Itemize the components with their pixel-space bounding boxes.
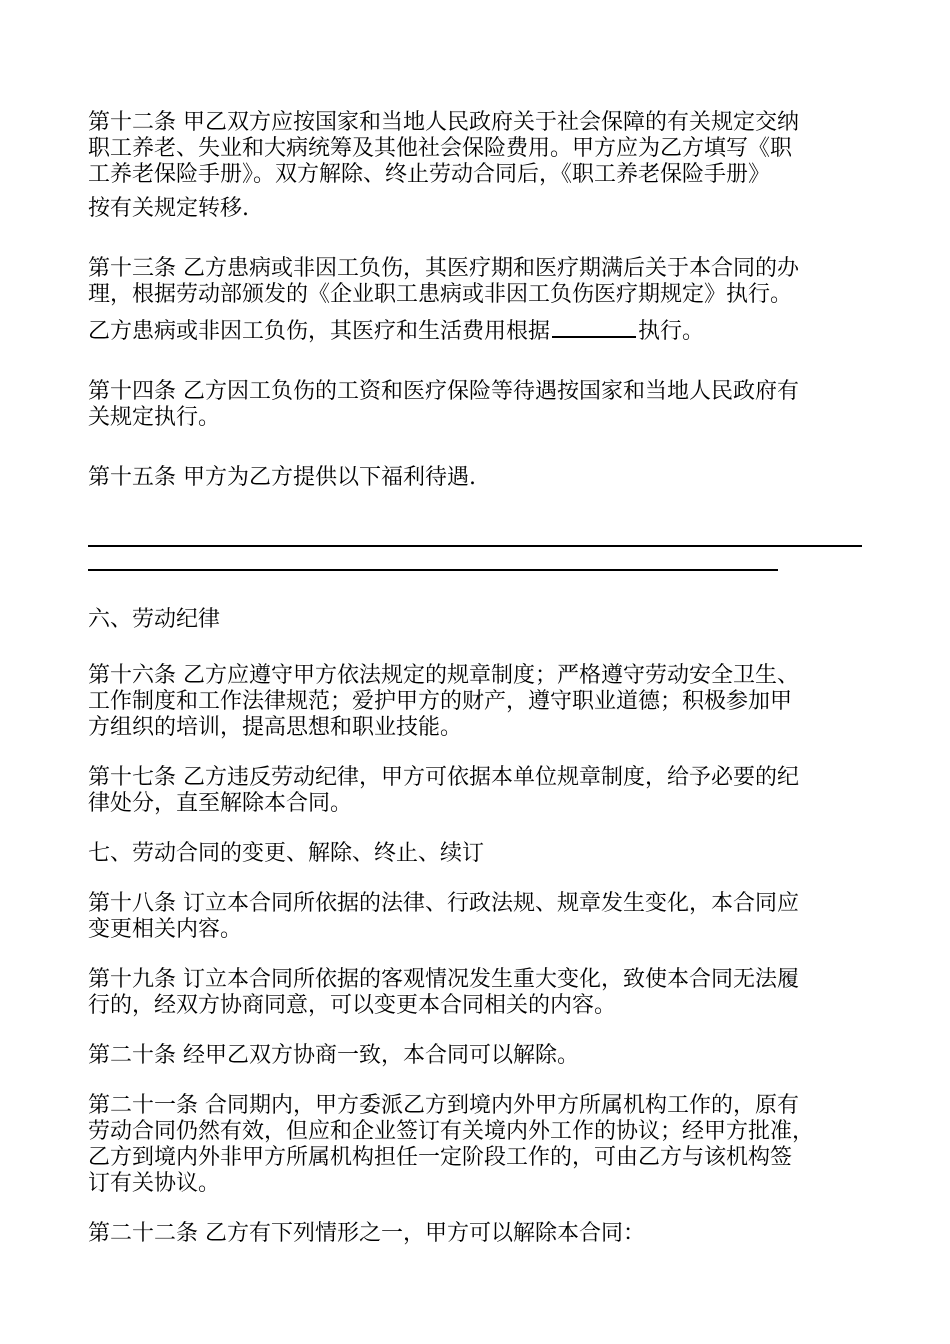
article-17: [88, 765, 866, 817]
article-12: [88, 110, 866, 222]
article-17-line-1: 第十七条 乙方违反劳动纪律，甲方可依据本单位规章制度，给予必要的纪: [88, 765, 799, 790]
article-13-line-1: 第十三条 乙方患病或非因工负伤，其医疗期和医疗期满后关于本合同的办: [88, 256, 799, 281]
article-16: [88, 663, 866, 741]
article-18: [88, 891, 866, 943]
article-12-line-1: 第十二条 甲乙双方应按国家和当地人民政府关于社会保障的有关规定交纳: [88, 110, 799, 135]
article-20-line-1: 第二十条 经甲乙双方协商一致，本合同可以解除。: [88, 1043, 579, 1068]
article-19-line-2: 行的，经双方协商同意，可以变更本合同相关的内容。: [88, 993, 617, 1018]
article-12-line-2: 职工养老、失业和大病统筹及其他社会保险费用。甲方应为乙方填写《职: [88, 136, 793, 161]
blank-line-2: [88, 569, 778, 571]
section-7-heading: 七、劳动合同的变更、解除、终止、续订: [88, 841, 485, 866]
article-22: [88, 1221, 866, 1247]
article-20: [88, 1043, 866, 1069]
article-16-line-1: 第十六条 乙方应遵守甲方依法规定的规章制度；严格遵守劳动安全卫生、: [88, 663, 799, 688]
article-15: [88, 465, 866, 491]
article-13-line-3-tail: 执行。: [638, 319, 705, 344]
article-18-line-2: 变更相关内容。: [88, 917, 243, 942]
article-19: [88, 967, 866, 1019]
article-13: [88, 256, 866, 345]
article-14: [88, 379, 866, 431]
article-21-line-2: 劳动合同仍然有效，但应和企业签订有关境内外工作的协议；经甲方批准，: [88, 1119, 815, 1144]
article-16-line-3: 方组织的培训，提高思想和职业技能。: [88, 715, 463, 740]
article-12-line-4: 按有关规定转移.: [88, 196, 249, 221]
article-17-line-2: 律处分，直至解除本合同。: [88, 791, 353, 816]
article-16-line-2: 工作制度和工作法律规范；爱护甲方的财产，遵守职业道德；积极参加甲: [88, 689, 793, 714]
article-21-line-4: 订有关协议。: [88, 1171, 221, 1196]
article-14-line-1: 第十四条 乙方因工负伤的工资和医疗保险等待遇按国家和当地人民政府有: [88, 379, 799, 404]
section-6-heading: 六、劳动纪律: [88, 607, 221, 632]
article-22-line-1: 第二十二条 乙方有下列情形之一，甲方可以解除本合同：: [88, 1221, 645, 1246]
article-15-line-1: 第十五条 甲方为乙方提供以下福利待遇.: [88, 465, 476, 490]
article-13-line-3-text: 乙方患病或非因工负伤，其医疗和生活费用根据: [88, 319, 551, 344]
contract-page: [88, 110, 866, 1271]
blank-line-1: [88, 545, 862, 547]
article-13-line-3: [88, 316, 866, 345]
article-21-line-3: 乙方到境内外非甲方所属机构担任一定阶段工作的，可由乙方与该机构签: [88, 1145, 793, 1170]
article-13-line-2: 理，根据劳动部颁发的《企业职工患病或非因工负伤医疗期规定》执行。: [88, 282, 793, 307]
article-12-line-3: 工养老保险手册》。双方解除、终止劳动合同后，《职工养老保险手册》: [88, 162, 771, 187]
article-14-line-2: 关规定执行。: [88, 405, 221, 430]
article-19-line-1: 第十九条 订立本合同所依据的客观情况发生重大变化，致使本合同无法履: [88, 967, 799, 992]
fill-in-blank: [552, 316, 636, 338]
article-21: [88, 1093, 866, 1197]
article-18-line-1: 第十八条 订立本合同所依据的法律、行政法规、规章发生变化，本合同应: [88, 891, 799, 916]
article-21-line-1: 第二十一条 合同期内，甲方委派乙方到境内外甲方所属机构工作的，原有: [88, 1093, 799, 1118]
